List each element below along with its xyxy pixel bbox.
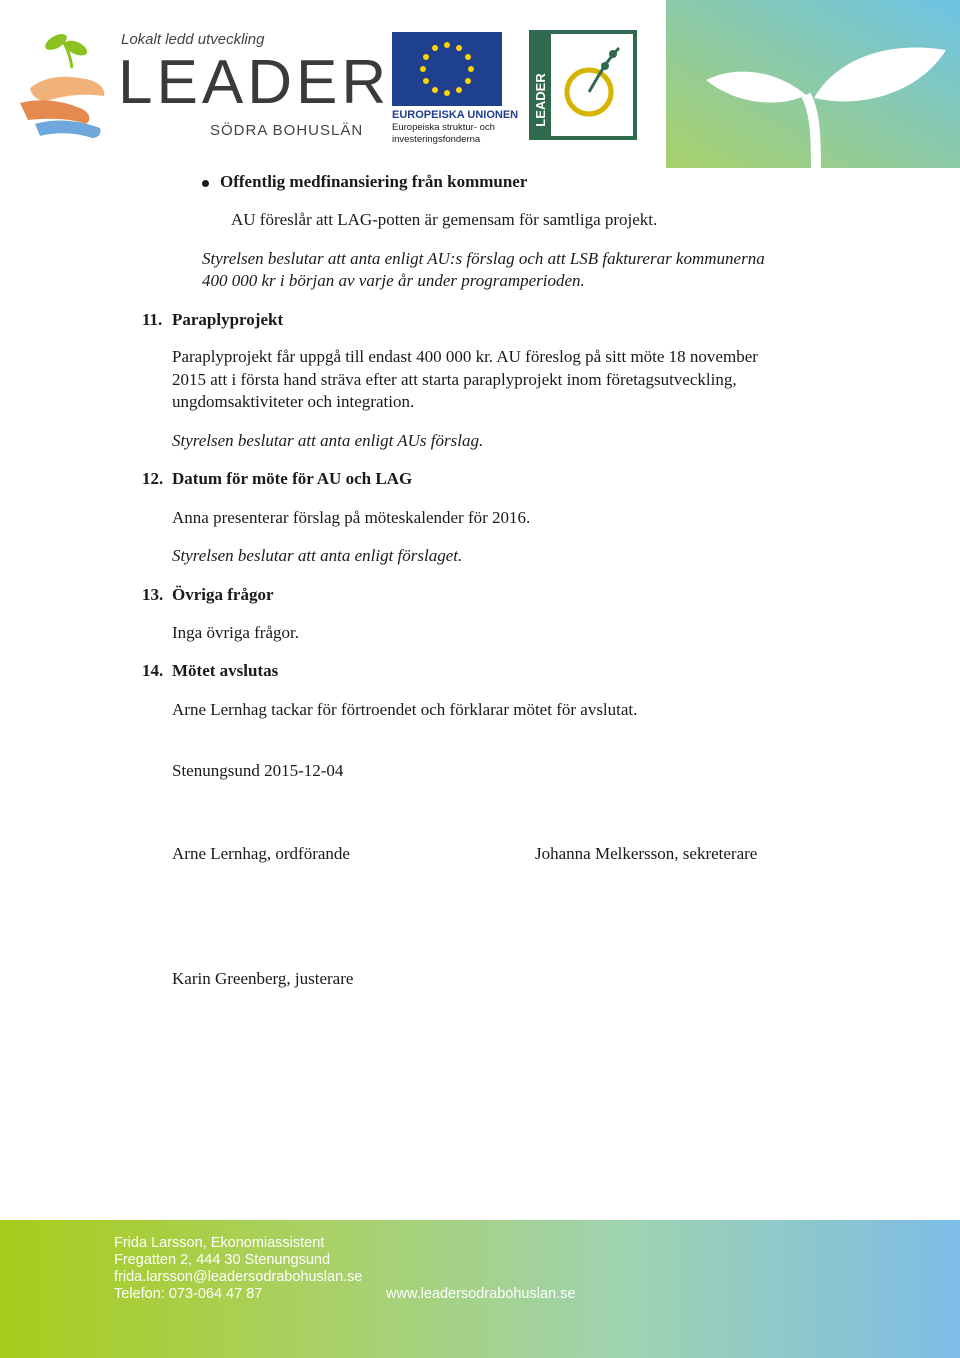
footer-name: Frida Larsson, Ekonomiassistent [114,1235,325,1251]
section-14-text: Arne Lernhag tackar för förtroendet och förklarar mötet för avslutat. [172,700,638,719]
leader-logo [20,28,115,143]
place-date: Stenungsund 2015-12-04 [172,761,344,780]
decision-1-line-1: Styrelsen beslutar att anta enligt AU:s förslag och att LSB fakturerar kommunerna [202,249,765,268]
section-11-decision: Styrelsen beslutar att anta enligt AUs förslag. [172,431,484,450]
eu-title: EUROPEISKA UNIONEN [392,109,519,121]
eu-subtitle-line-2: investeringsfonderna [392,134,481,145]
leader-region: SÖDRA BOHUSLÄN [210,122,364,139]
footer-phone: Telefon: 073-064 47 87 [114,1286,263,1302]
section-12-text: Anna presenterar förslag på möteskalender för 2016. [172,508,531,527]
section-11-title: Paraplyprojekt [172,310,284,329]
decision-1-line-2: 400 000 kr i början av varje år under programperioden. [202,271,585,290]
section-11-line-3: ungdomsaktiviteter och integration. [172,392,415,411]
bullet-heading: Offentlig medfinansiering från kommuner [220,172,528,191]
leader-badge-icon [529,30,637,140]
bullet-dot [202,180,209,187]
section-13-title: Övriga frågor [172,585,274,604]
footer-email[interactable]: frida.larsson@leadersodrabohuslan.se [114,1269,363,1285]
section-11-line-2: 2015 att i första hand sträva efter att starta paraplyprojekt inom företagsutveckling, [172,370,737,389]
section-11-number: 11. [142,310,163,329]
section-11-line-1: Paraplyprojekt får uppgå till endast 400 000 kr. AU föreslog på sitt möte 18 november [172,347,758,366]
section-14-number: 14. [142,661,164,680]
hands-plant-icon [20,28,115,143]
au-proposal: AU föreslår att LAG-potten är gemensam för samtliga projekt. [231,210,658,229]
footer-address: Fregatten 2, 444 30 Stenungsund [114,1252,331,1268]
signer-secretary: Johanna Melkersson, sekreterare [535,844,758,863]
signer-adjuster: Karin Greenberg, justerare [172,969,354,988]
section-14-title: Mötet avslutas [172,661,279,680]
eu-flag-icon [392,32,502,106]
leader-wordmark: LEADER [118,48,391,117]
eu-subtitle-line-1: Europeiska struktur- och [392,122,495,133]
section-12-decision: Styrelsen beslutar att anta enligt förslaget. [172,546,463,565]
leader-tagline: Lokalt ledd utveckling [121,31,265,48]
section-12-number: 12. [142,469,164,488]
section-13-number: 13. [142,585,164,604]
sprout-corner-graphic [666,0,960,168]
svg-text:LEADER: LEADER [533,73,548,127]
eu-subtitle [392,122,512,146]
footer-website[interactable]: www.leadersodrabohuslan.se [386,1286,576,1302]
section-13-text: Inga övriga frågor. [172,623,299,642]
signer-chair: Arne Lernhag, ordförande [172,844,350,863]
section-12-title: Datum för möte för AU och LAG [172,469,413,488]
